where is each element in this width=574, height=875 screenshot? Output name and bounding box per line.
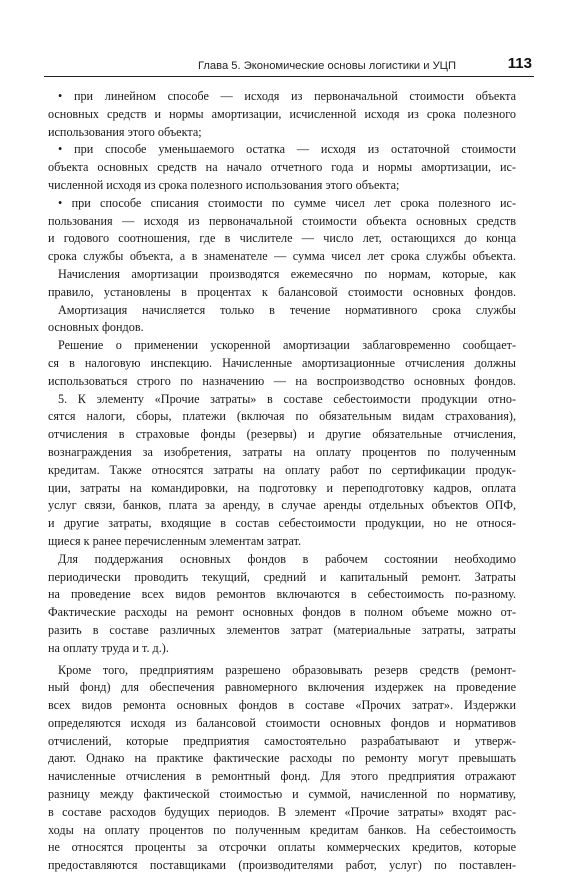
- text-line: Для поддержания основных фондов в рабочем состоянии необходимо: [58, 551, 516, 566]
- text-line: на проведение всех видов ремонтов включаются в себестоимость по-разному.: [48, 587, 516, 602]
- text-line: дают. Однако на практике фактические расходы по ремонту могут превышать: [48, 751, 516, 766]
- text-line: щиеся к ранее перечисленным элементам затрат.: [48, 533, 302, 548]
- text-line: ся в налоговую инспекцию. Начисленные амортизационные отчисления должны: [48, 355, 516, 370]
- text-line: отчислений, которые предприятия самостоятельно разрабатывают и утверж-: [48, 733, 516, 748]
- text-line: • при способе списания стоимости по сумме чисел лет срока полезного ис-: [58, 195, 516, 210]
- text-line: Амортизация начисляется только в течение нормативного срока службы: [58, 302, 516, 317]
- text-line: сятся налоги, сборы, платежи (включая по обязательным видам страхования),: [48, 409, 516, 424]
- text-line: предоставляются поставщиками (производителями работ, услуг) по поставлен-: [48, 858, 516, 873]
- text-line: Решение о применении ускоренной амортизации заблаговременно сообщает-: [58, 338, 516, 353]
- text-line: пользования — исходя из первоначальной стоимости объекта основных средств: [48, 213, 516, 228]
- text-line: использования этого объекта;: [48, 124, 202, 139]
- text-line: ции, затраты на командировки, на подготовку и переподготовку кадров, оплата: [48, 480, 516, 495]
- text-line: правило, установлены в процентах к балансовой стоимости основных фондов.: [48, 284, 516, 299]
- running-title: Глава 5. Экономические основы логистики и УЦП: [197, 60, 456, 72]
- text-line: всех видов ремонта основных фондов в составе «Прочих затрат». Издержки: [48, 698, 516, 713]
- text-line: ный фонд) для обеспечения равномерного включения издержек на проведение: [48, 680, 516, 695]
- text-line: Начисления амортизации производятся ежемесячно по нормам, которые, как: [58, 266, 516, 281]
- page-header: [44, 55, 534, 77]
- text-line: Кроме того, предприятиям разрешено образовывать резерв средств (ремонт-: [58, 662, 516, 677]
- text-line: вознаграждения за изобретения, затраты на оплату процентов по полученным: [48, 444, 516, 459]
- text-line: основных фондов.: [48, 320, 144, 335]
- text-line: кредитам. Также относятся затраты на оплату работ по сертификации продук-: [48, 462, 516, 477]
- text-line: срока службы объекта, а в знаменателе — сумма чисел лет срока службы объекта.: [48, 249, 516, 264]
- text-line: объекта основных средств на начало отчетного года и нормы амортизации, ис-: [48, 160, 516, 175]
- text-line: разить в составе различных элементов затрат (материальные затраты, затраты: [48, 622, 516, 637]
- body-text: [48, 88, 516, 875]
- text-line: ходы на оплату процентов по полученным кредитам банков. На себестоимость: [48, 822, 516, 837]
- text-line: в составе расходов будущих периодов. В элемент «Прочие затраты» входят рас-: [48, 804, 516, 819]
- text-line: отчисления в страховые фонды (резервы) и другие обязательные отчисления,: [48, 427, 516, 442]
- text-line: начисленные отчисления в ремонтный фонд. Для этого предприятия отражают: [48, 769, 516, 784]
- text-line: определяются исходя из балансовой стоимости основных фондов и нормативов: [48, 715, 516, 730]
- text-line: и годового соотношения, где в числителе — число лет, остающихся до конца: [48, 231, 516, 246]
- text-line: Фактические расходы на ремонт основных фондов в полном объеме можно от-: [48, 605, 516, 620]
- text-line: 5. К элементу «Прочие затраты» в составе себестоимости продукции отно-: [58, 391, 516, 406]
- text-line: не относятся проценты за отсрочки оплаты коммерческих кредитов, которые: [48, 840, 516, 855]
- text-line: использоваться строго по назначению — на воспроизводство основных фондов.: [48, 373, 516, 388]
- text-line: на оплату труда и т. д.).: [48, 640, 169, 655]
- text-line: • при способе уменьшаемого остатка — исходя из остаточной стоимости: [58, 142, 516, 157]
- page-number: 113: [507, 55, 532, 72]
- text-line: и другие затраты, входящие в состав себестоимости продукции, но не относя-: [48, 516, 516, 531]
- text-line: услуг связи, банков, плата за аренду, в случае аренды отдельных объектов ОПФ,: [48, 498, 516, 513]
- text-line: основных средств и нормы амортизации, исчисленной исходя из срока полезного: [48, 106, 516, 121]
- text-line: • при линейном способе — исходя из первоначальной стоимости объекта: [58, 89, 516, 103]
- text-line: периодически проводить текущий, средний и капитальный ремонт. Затраты: [48, 569, 516, 584]
- text-line: разницу между фактической стоимостью и суммой, начисленной по нормативу,: [48, 787, 516, 802]
- text-line: численной исходя из срока полезного использования этого объекта;: [48, 177, 400, 192]
